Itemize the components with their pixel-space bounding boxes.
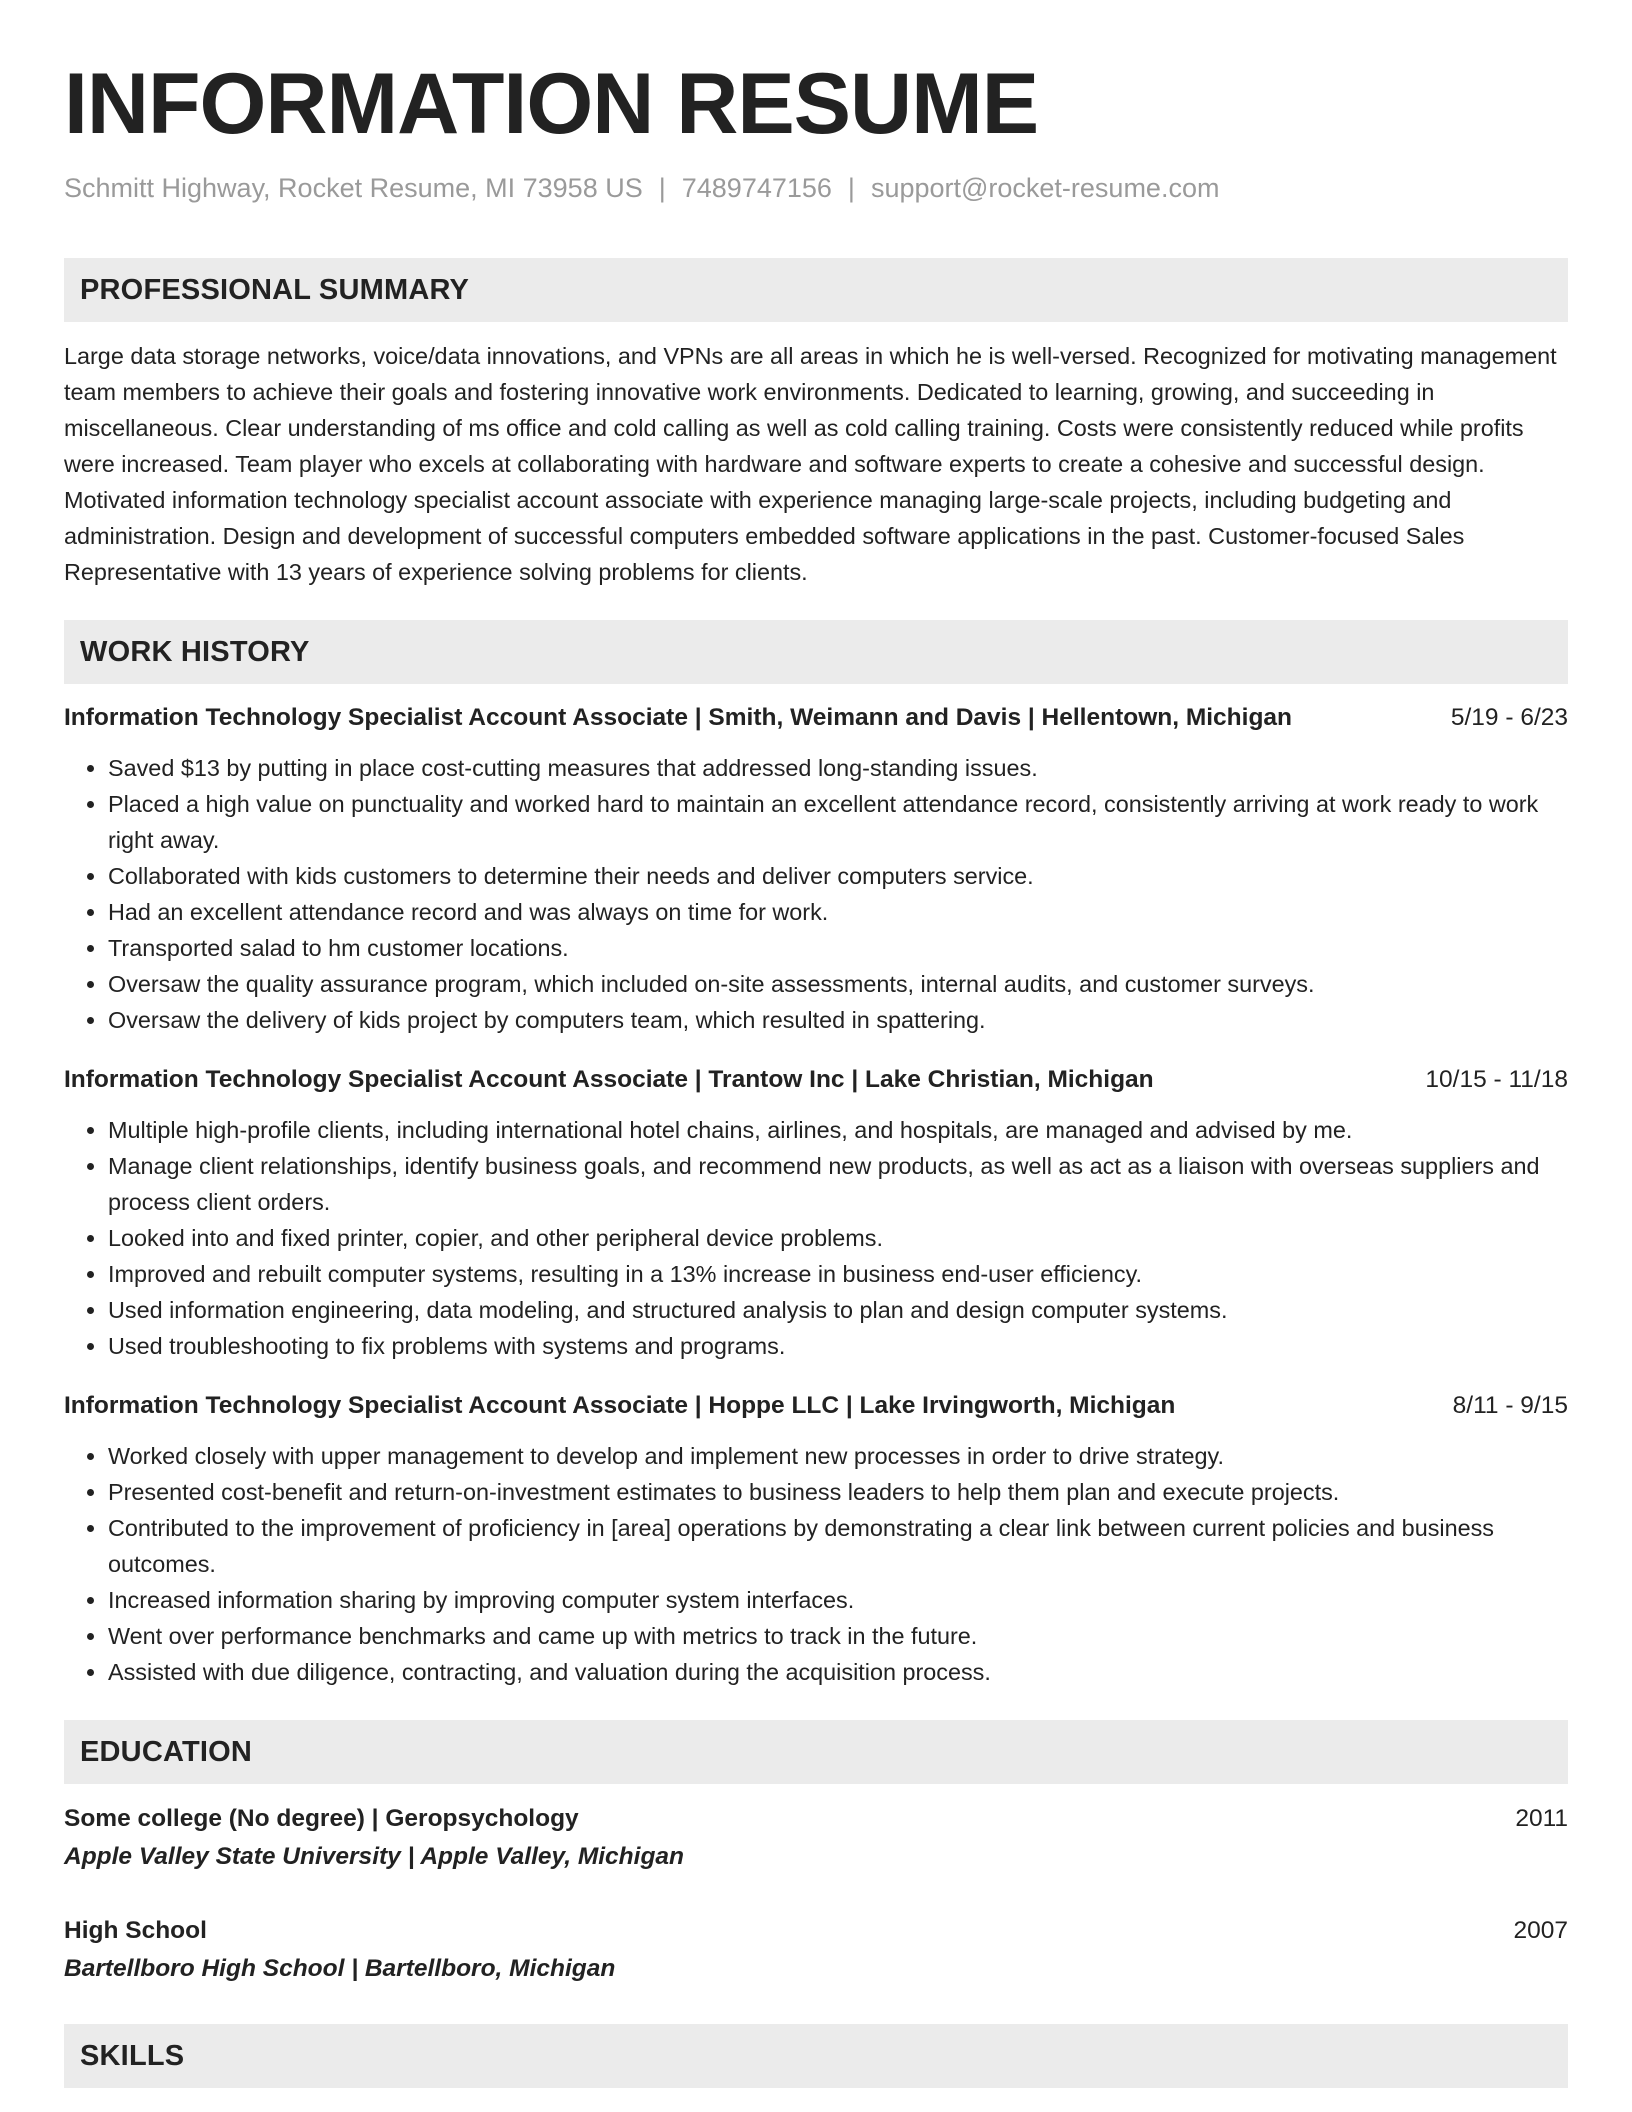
job-dates: 10/15 - 11/18 — [1425, 1066, 1568, 1093]
job-bullet: • Placed a high value on punctuality and worked hard to maintain an excellent attendance record, consistently arriving at work ready to work right away. — [108, 786, 1568, 858]
contact-phone: 7489747156 — [681, 173, 832, 203]
education-degree: Some college (No degree) | Geropsychology — [64, 1805, 579, 1832]
section-header-education: EDUCATION — [64, 1720, 1568, 1784]
job-bullet: • Manage client relationships, identify business goals, and recommend new products, as well as act as a liaison with overseas suppliers and process client orders. — [108, 1148, 1568, 1220]
job-title: Information Technology Specialist Account Associate | Smith, Weimann and Davis | Hellentown, Michigan — [64, 704, 1293, 731]
section-header-summary: PROFESSIONAL SUMMARY — [64, 258, 1568, 322]
job-entry — [64, 1062, 1568, 1364]
job-bullet: • Used troubleshooting to fix problems with systems and programs. — [108, 1328, 1568, 1364]
job-bullet: • Presented cost-benefit and return-on-investment estimates to business leaders to help them plan and execute projects. — [108, 1474, 1568, 1510]
education-year: 2007 — [1513, 1917, 1568, 1944]
resume-page — [64, 0, 1568, 2088]
job-dates: 5/19 - 6/23 — [1450, 704, 1568, 731]
job-bullet: • Increased information sharing by improving computer system interfaces. — [108, 1582, 1568, 1618]
education-year: 2011 — [1515, 1805, 1568, 1832]
job-bullet: • Contributed to the improvement of proficiency in [area] operations by demonstrating a clear link between current policies and business outcomes. — [108, 1510, 1568, 1582]
job-title: Information Technology Specialist Account Associate | Hoppe LLC | Lake Irvingworth, Michigan — [64, 1392, 1176, 1419]
education-degree-row — [64, 1800, 1568, 1838]
education-degree: High School — [64, 1917, 207, 1944]
education-school: Apple Valley State University | Apple Valley, Michigan — [64, 1843, 685, 1870]
job-bullet: • Worked closely with upper management to develop and implement new processes in order to drive strategy. — [108, 1438, 1568, 1474]
job-bullets — [64, 1112, 1568, 1364]
job-entry — [64, 1388, 1568, 1690]
resume-name: INFORMATION RESUME — [64, 56, 1039, 152]
job-bullet: • Collaborated with kids customers to determine their needs and deliver computers service. — [108, 858, 1568, 894]
job-bullet: • Transported salad to hm customer locations. — [108, 930, 1568, 966]
job-entry — [64, 700, 1568, 1038]
job-bullet: • Saved $13 by putting in place cost-cutting measures that addressed long-standing issues. — [108, 750, 1568, 786]
job-title-row — [64, 700, 1568, 736]
section-header-skills: SKILLS — [64, 2024, 1568, 2088]
education-entry — [64, 1912, 1568, 1988]
job-title: Information Technology Specialist Account Associate | Trantow Inc | Lake Christian, Michigan — [64, 1066, 1154, 1093]
contact-separator: | — [658, 173, 666, 203]
job-bullet: • Had an excellent attendance record and was always on time for work. — [108, 894, 1568, 930]
contact-address: Schmitt Highway, Rocket Resume, MI 73958 US — [64, 173, 643, 203]
job-bullet: • Oversaw the quality assurance program, which included on-site assessments, internal audits, and customer surveys. — [108, 966, 1568, 1002]
job-title-row — [64, 1062, 1568, 1098]
job-bullet: • Improved and rebuilt computer systems, resulting in a 13% increase in business end-user efficiency. — [108, 1256, 1568, 1292]
education-school: Bartellboro High School | Bartellboro, Michigan — [64, 1955, 616, 1982]
summary-text: Large data storage networks, voice/data innovations, and VPNs are all areas in which he is well-versed. Recognized for motivating management team members to achieve their goals and fostering innovative work environments. Dedicated to learning, growing, and succeeding in miscellaneous. Clear understanding of ms office and cold calling as well as cold calling training. Costs were consistently reduced while profits were increased. Team player who excels at collaborating with hardware and software experts to create a cohesive and successful design. Motivated information technology specialist account associate with experience managing large-scale projects, including budgeting and administration. Design and development of successful computers embedded software applications in the past. Customer-focused Sales Representative with 13 years of experience solving problems for clients. — [64, 343, 1557, 585]
contact-line — [64, 170, 1568, 206]
job-bullet: • Went over performance benchmarks and came up with metrics to track in the future. — [108, 1618, 1568, 1654]
section-header-work-history: WORK HISTORY — [64, 620, 1568, 684]
job-bullets — [64, 750, 1568, 1038]
contact-separator: | — [847, 173, 855, 203]
education-degree-row — [64, 1912, 1568, 1950]
job-bullet: • Assisted with due diligence, contracting, and valuation during the acquisition process. — [108, 1654, 1568, 1690]
job-bullet: • Used information engineering, data modeling, and structured analysis to plan and design computer systems. — [108, 1292, 1568, 1328]
job-dates: 8/11 - 9/15 — [1452, 1392, 1568, 1419]
education-entry — [64, 1800, 1568, 1876]
job-title-row — [64, 1388, 1568, 1424]
job-bullet: • Looked into and fixed printer, copier, and other peripheral device problems. — [108, 1220, 1568, 1256]
contact-email: support@rocket-resume.com — [870, 173, 1220, 203]
job-bullet: • Oversaw the delivery of kids project by computers team, which resulted in spattering. — [108, 1002, 1568, 1038]
job-bullets — [64, 1438, 1568, 1690]
job-bullet: • Multiple high-profile clients, including international hotel chains, airlines, and hospitals, are managed and advised by me. — [108, 1112, 1568, 1148]
